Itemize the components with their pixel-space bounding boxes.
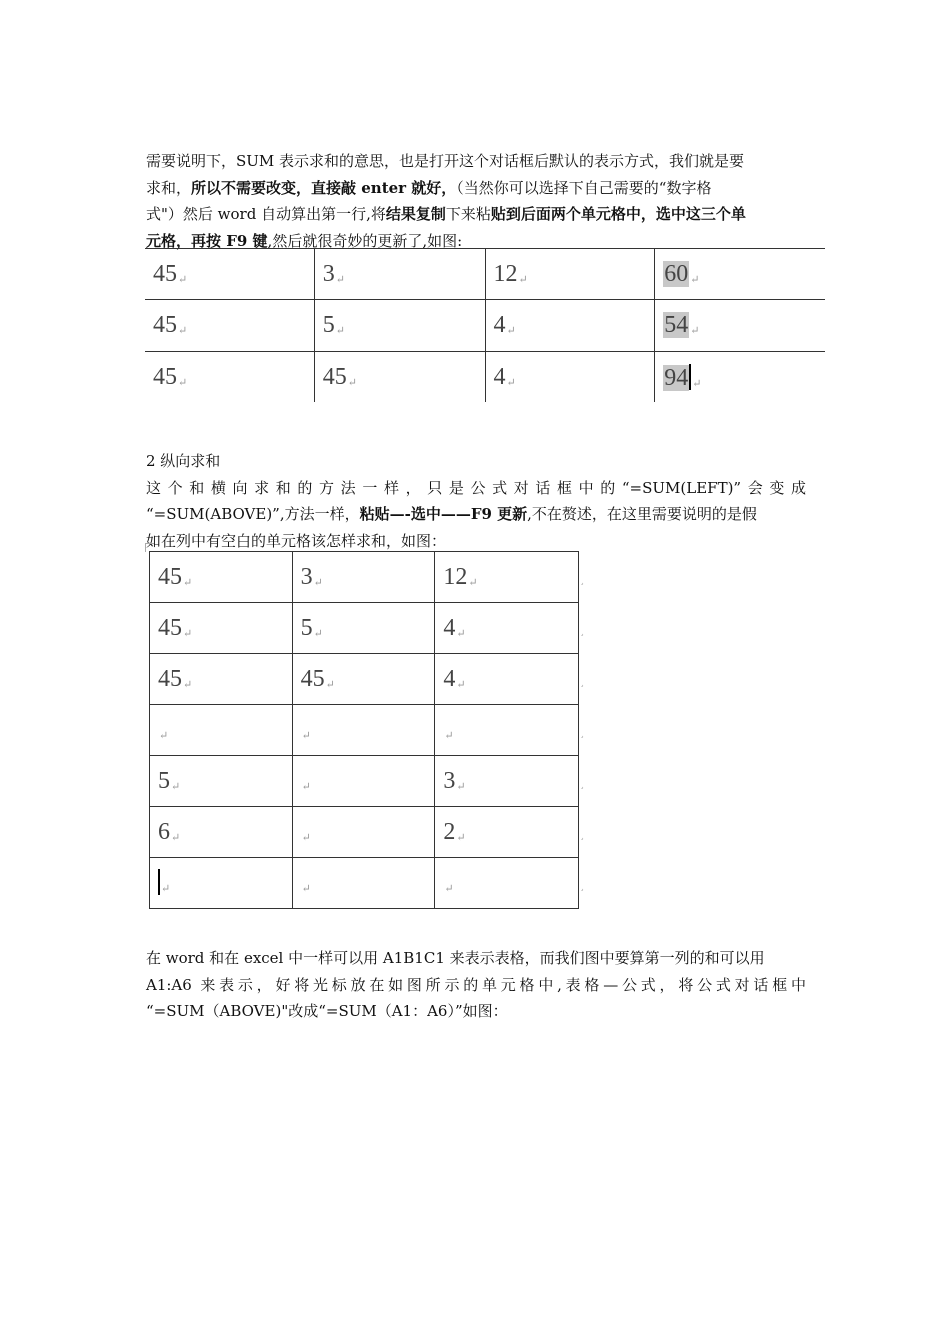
text-line: 需要说明下，SUM 表示求和的意思，也是打开这个对话框后默认的表示方式，我们就是要 (146, 152, 745, 170)
table-cell: 45↵ (145, 249, 314, 300)
table-cell: 45↵ (150, 603, 293, 654)
table-screenshot-horizontal-sum (145, 248, 825, 402)
table-cell: 45↵ (150, 654, 293, 705)
text-line: 求和，所以不需要改变，直接敲 enter 就好，（当然你可以选择下自己需要的“数字格 (146, 178, 712, 197)
table-cell: 3↵ (435, 756, 579, 807)
bold-text: 所以不需要改变，直接敲 enter 就好， (191, 178, 457, 197)
table-cell-selected: 54 ↵ (655, 300, 825, 352)
table-cell: 4↵ (485, 300, 655, 352)
text-cursor (689, 364, 691, 390)
table-cell: 5↵ (314, 300, 485, 352)
table-row (150, 705, 579, 756)
paragraph-sum-explanation (146, 148, 806, 254)
table-cell: 3↵ (292, 552, 435, 603)
table-cell: 3↵ (314, 249, 485, 300)
table-cell: 12↵ (435, 552, 579, 603)
table-row (150, 756, 579, 807)
table-cell: 5↵ (150, 756, 293, 807)
table-cell: ↵ (150, 705, 293, 756)
table-row (150, 654, 579, 705)
table-cell: ↵ (292, 756, 435, 807)
text-line: “=SUM（ABOVE)"改成“=SUM（A1：A6）”如图： (146, 1002, 508, 1020)
table-row (145, 352, 825, 403)
table-cell-active: ↵ (150, 858, 293, 909)
text-line: 如在列中有空白的单元格该怎样求和，如图： (146, 531, 447, 550)
table-cell: 5↵ (292, 603, 435, 654)
bold-text: 元格，再按 F9 键 (146, 231, 268, 250)
bold-text: 结果复制 (385, 205, 446, 223)
table-row (145, 300, 825, 352)
table-cell: 4↵ (485, 352, 655, 403)
horizontal-sum-table (145, 248, 825, 402)
text-line: “=SUM(ABOVE)”,方法一样，粘贴—-选中——F9 更新,不在赘述，在这里需要说明的是假 (146, 505, 757, 523)
bold-text: 贴到后面两个单元格中，选中这三个单 (490, 205, 746, 223)
table-cell: 45↵ (292, 654, 435, 705)
table-row (150, 858, 579, 909)
table-cell-selected: 94 ↵ (655, 352, 825, 403)
section-heading: 2 纵向求和 (146, 452, 221, 470)
text-line: 元格，再按 F9 键,然后就很奇妙的更新了,如图: (146, 231, 463, 250)
bold-text: 粘贴—-选中——F9 更新 (359, 505, 528, 523)
table-row (150, 552, 579, 603)
text-line: A1:A6 来表示，好将光标放在如图所示的单元格中,表格—公式，将公式对话框中 (146, 975, 806, 994)
text-line: 式"）然后 word 自动算出第一行,将结果复制下来粘贴到后面两个单元格中，选中这三个单 (146, 205, 746, 223)
table-row (145, 249, 825, 300)
table-cell-selected: 60 ↵ (655, 249, 825, 300)
text-line: 在 word 和在 excel 中一样可以用 A1B1C1 来表示表格，而我们图中要算第一列的和可以用 (146, 949, 765, 967)
text-line: 这个和横向求和的方法一样，只是公式对话框中的“=SUM(LEFT)”会变成 (146, 478, 806, 497)
paragraph-vertical-sum (146, 448, 806, 554)
table-cell: 12↵ (485, 249, 655, 300)
vertical-sum-table (149, 551, 579, 909)
table-cell: 45↵ (150, 552, 293, 603)
table-cell: ↵ (292, 705, 435, 756)
table-cell: 6↵ (150, 807, 293, 858)
table-cell: 45↵ (314, 352, 485, 403)
table-cell: ↵ (435, 858, 579, 909)
table-cell: ↵ (292, 858, 435, 909)
table-cell: ↵ (292, 807, 435, 858)
table-row (150, 807, 579, 858)
paragraph-cell-reference (146, 945, 806, 1025)
table-cell: 45↵ (145, 352, 314, 403)
table-cell: 4↵ (435, 654, 579, 705)
table-row (150, 603, 579, 654)
text-cursor (158, 869, 160, 895)
table-cell: ↵ (435, 705, 579, 756)
row-end-marks: ¸ ¸ ¸ ¸ ¸ ¸ ¸ (580, 576, 585, 892)
table-cell: 2↵ (435, 807, 579, 858)
table-cell: 4↵ (435, 603, 579, 654)
table-cell: 45↵ (145, 300, 314, 352)
